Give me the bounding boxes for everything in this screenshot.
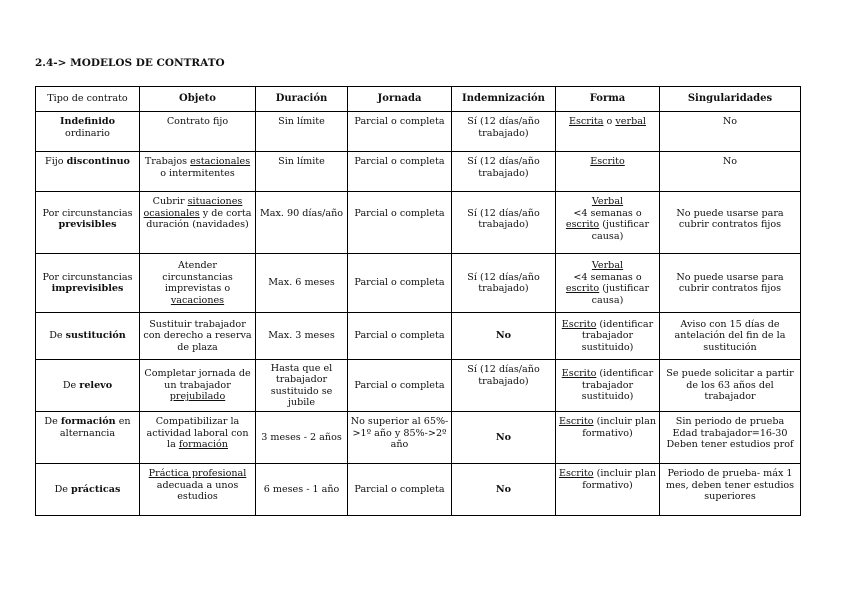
forma-post: (identificar trabajador sustituido)	[581, 318, 654, 353]
forma-post: (incluir plan formativo)	[582, 468, 657, 491]
forma-u: Escrito	[590, 156, 625, 167]
cell-tipo	[36, 112, 140, 152]
table-row	[36, 254, 801, 313]
forma-u2: escrito	[565, 219, 600, 230]
table-row	[36, 313, 801, 360]
header-objeto: Objeto	[140, 87, 256, 112]
objeto-pre: Compatibilizar la actividad laboral con la	[146, 416, 249, 450]
cell-duracion: 6 meses - 1 año	[256, 464, 348, 516]
cell-tipo	[36, 360, 140, 412]
cell-jornada	[348, 192, 452, 254]
cell-singularidades: Se puede solicitar a partir de los 63 años del trabajador	[660, 360, 801, 412]
jornada-text: Parcial o completa	[354, 207, 445, 219]
forma-u: Escrito	[558, 416, 594, 427]
cell-indemnizacion: Sí (12 días/año trabajado)	[452, 254, 556, 313]
objeto-post: y de corta duración (navidades)	[146, 207, 252, 230]
cell-tipo	[36, 313, 140, 360]
forma-post: (justificar causa)	[591, 219, 650, 242]
table-row	[36, 360, 801, 412]
forma-u1: Verbal	[591, 196, 624, 207]
cell-indemnizacion	[452, 192, 556, 254]
cell-objeto	[140, 360, 256, 412]
cell-singularidades: Periodo de prueba- máx 1 mes, deben tener estudios superiores	[660, 464, 801, 516]
contract-models-table	[35, 86, 801, 516]
forma-post: (incluir plan formativo)	[582, 416, 657, 439]
table-row	[36, 412, 801, 464]
objeto-pre: Atender circunstancias imprevistas o	[162, 260, 233, 294]
cell-indemnizacion: No	[452, 313, 556, 360]
cell-singularidades: Sin periodo de prueba Edad trabajador=16-30 Deben tener estudios prof	[660, 412, 801, 464]
tipo-pre: Fijo	[45, 156, 67, 167]
header-indemnizacion: Indemnización	[452, 87, 556, 112]
forma-u: Escrito	[558, 468, 594, 479]
cell-jornada: Parcial o completa	[348, 254, 452, 313]
cell-jornada: Parcial o completa	[348, 360, 452, 412]
forma-post: (justificar causa)	[591, 283, 650, 306]
cell-jornada: Parcial o completa	[348, 112, 452, 152]
forma-mid: <4 semanas o	[573, 271, 642, 283]
cell-indemnizacion: Sí (12 días/año trabajado)	[452, 152, 556, 192]
cell-duracion	[256, 192, 348, 254]
forma-u: Escrito	[561, 368, 597, 380]
table-row	[36, 464, 801, 516]
tipo-bold: formación	[60, 416, 116, 427]
singularidades-text: No puede usarse para cubrir contratos fijos	[676, 207, 784, 230]
objeto-pre: Trabajos	[144, 156, 191, 167]
objeto-u: formación	[178, 439, 228, 450]
cell-tipo	[36, 152, 140, 192]
objeto-post: o intermitentes	[160, 167, 235, 179]
cell-jornada: Parcial o completa	[348, 464, 452, 516]
tipo-pre: De	[44, 416, 61, 427]
table-row	[36, 192, 801, 254]
tipo-pre: De	[62, 379, 80, 391]
tipo-pre: De	[49, 330, 66, 342]
tipo-bold: imprevisibles	[51, 283, 124, 294]
cell-duracion: 3 meses - 2 años	[256, 412, 348, 464]
objeto-u2: ocasionales	[143, 207, 200, 219]
objeto-u: prejubilado	[169, 391, 226, 403]
cell-forma	[556, 192, 660, 254]
cell-jornada: Parcial o completa	[348, 313, 452, 360]
objeto-u: Práctica profesional	[148, 468, 247, 479]
cell-forma	[556, 360, 660, 412]
header-tipo: Tipo de contrato	[36, 87, 140, 112]
tipo-pre: Por circunstancias	[42, 271, 133, 283]
cell-tipo	[36, 464, 140, 516]
cell-objeto	[140, 152, 256, 192]
objeto-u: estacionales	[190, 156, 251, 167]
cell-forma	[556, 254, 660, 313]
forma-mid: o	[603, 116, 616, 127]
cell-tipo	[36, 412, 140, 464]
cell-objeto: Sustituir trabajador con derecho a reserva de plaza	[140, 313, 256, 360]
cell-indemnizacion: Sí (12 días/año trabajado)	[452, 112, 556, 152]
cell-singularidades: No	[660, 112, 801, 152]
forma-u2: verbal	[615, 116, 647, 127]
tipo-pre: Por circunstancias	[42, 207, 133, 219]
forma-u: Escrito	[561, 318, 597, 330]
cell-jornada: No superior al 65%->1º año y 85%->2º año	[348, 412, 452, 464]
cell-tipo	[36, 254, 140, 313]
cell-objeto	[140, 192, 256, 254]
header-jornada: Jornada	[348, 87, 452, 112]
forma-u1: Verbal	[591, 260, 624, 271]
cell-duracion: Max. 3 meses	[256, 313, 348, 360]
tipo-bold: discontinuo	[66, 156, 130, 167]
table-header-row	[36, 87, 801, 112]
cell-singularidades	[660, 192, 801, 254]
header-forma: Forma	[556, 87, 660, 112]
forma-mid: <4 semanas o	[573, 207, 642, 219]
cell-duracion: Sin límite	[256, 152, 348, 192]
cell-jornada: Parcial o completa	[348, 152, 452, 192]
cell-forma	[556, 152, 660, 192]
forma-u1: Escrita	[568, 116, 604, 127]
tipo-bold: Indefinido	[60, 116, 115, 127]
indemnizacion-text: Sí (12 días/año trabajado)	[467, 207, 540, 230]
cell-objeto	[140, 412, 256, 464]
header-duracion: Duración	[256, 87, 348, 112]
objeto-post: adecuada a unos estudios	[156, 479, 239, 502]
tipo-bold: sustitución	[65, 330, 126, 342]
cell-forma	[556, 112, 660, 152]
objeto-pre: Completar jornada de un trabajador	[144, 368, 251, 391]
cell-duracion: Max. 6 meses	[256, 254, 348, 313]
cell-singularidades: Aviso con 15 días de antelación del fin de la sustitución	[660, 313, 801, 360]
table-row	[36, 112, 801, 152]
cell-indemnizacion: No	[452, 412, 556, 464]
duracion-text: Max. 90 días/año	[259, 207, 344, 219]
section-heading: 2.4-> MODELOS DE CONTRATO	[35, 57, 225, 69]
cell-forma	[556, 412, 660, 464]
tipo-bold: prácticas	[71, 483, 121, 495]
forma-u2: escrito	[565, 283, 600, 294]
cell-singularidades: No puede usarse para cubrir contratos fijos	[660, 254, 801, 313]
header-singularidades: Singularidades	[660, 87, 801, 112]
cell-indemnizacion: No	[452, 464, 556, 516]
objeto-pre: Cubrir	[152, 196, 188, 207]
tipo-bold: relevo	[79, 379, 113, 391]
cell-forma	[556, 313, 660, 360]
tipo-post: en alternancia	[59, 416, 131, 439]
cell-objeto	[140, 254, 256, 313]
objeto-u: vacaciones	[170, 294, 225, 306]
forma-post: (identificar trabajador sustituido)	[581, 368, 654, 403]
tipo-rest: ordinario	[65, 127, 110, 139]
cell-forma	[556, 464, 660, 516]
cell-tipo	[36, 192, 140, 254]
cell-singularidades: No	[660, 152, 801, 192]
cell-indemnizacion: Sí (12 días/año trabajado)	[452, 360, 556, 412]
cell-objeto: Contrato fijo	[140, 112, 256, 152]
cell-objeto	[140, 464, 256, 516]
objeto-u1: situaciones	[187, 196, 243, 207]
cell-duracion: Sin límite	[256, 112, 348, 152]
tipo-pre: De	[54, 483, 72, 495]
tipo-bold: previsibles	[58, 219, 117, 230]
table-row	[36, 152, 801, 192]
cell-duracion: Hasta que el trabajador sustituido se jubile	[256, 360, 348, 412]
